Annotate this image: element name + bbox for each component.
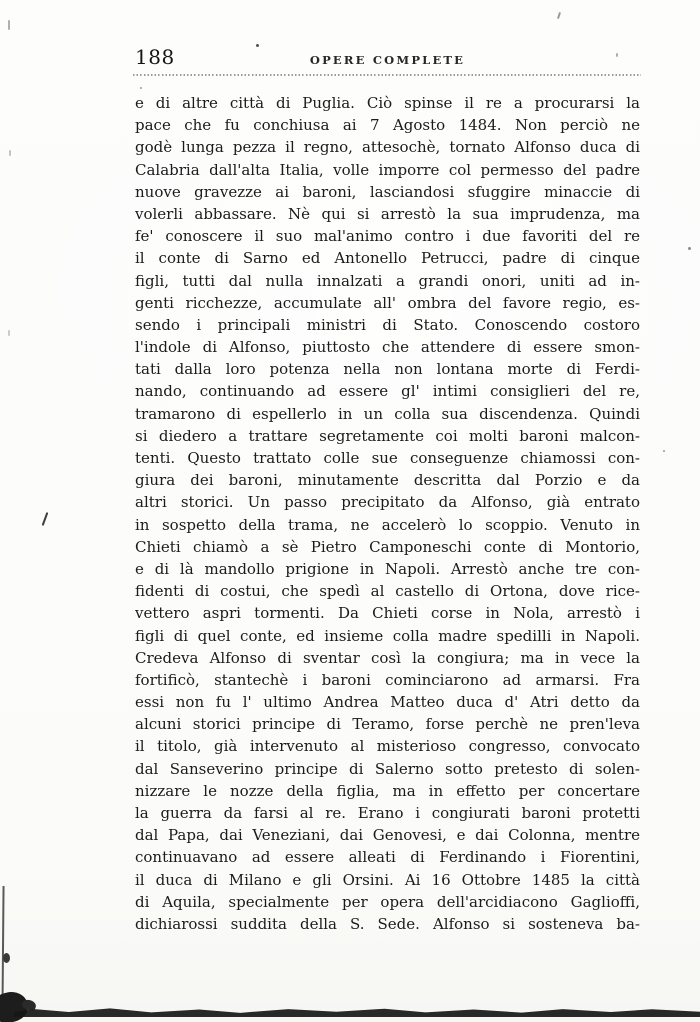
body-text-block [135,92,640,935]
text-line: e di là mandollo prigione in Napoli. Arrestò anche tre con- [135,559,640,578]
text-line: il titolo, già intervenuto al misterioso congresso, convocato [135,737,640,756]
text-line: alcuni storici principe di Teramo, forse perchè ne pren'leva [135,715,640,734]
text-line: vettero aspri tormenti. Da Chieti corse in Nola, arrestò i [135,604,640,623]
text-line: tenti. Questo trattato colle sue conseguenze chiamossi con- [135,449,640,467]
text-line: in sospetto della trama, ne accelerò lo scoppio. Venuto in [135,515,640,534]
text-line: di Aquila, specialmente per opera dell'arcidiacono Gaglioffi, [135,892,640,911]
text-line: tramarono di espellerlo in un colla sua discendenza. Quindi [135,404,640,423]
text-line: figli di quel conte, ed insieme colla madre spedilli in Napoli. [135,626,640,645]
scan-speck [9,150,11,156]
text-line: dichiarossi suddita della S. Sede. Alfonso si sosteneva ba- [135,914,640,933]
scan-margin-slash-artifact [42,512,49,526]
text-line: figli, tutti dal nulla innalzati a grandi onori, uniti ad in- [135,271,640,290]
text-line: tati dalla loro potenza nella non lontana morte di Ferdi- [135,360,640,379]
scan-speck [8,330,10,336]
text-line: Credeva Alfonso di sventar così la congiura; ma in vece la [135,648,640,667]
scan-speck [663,450,665,452]
text-line: fortificò, stantechè i baroni cominciarono ad armarsi. Fra [135,670,640,689]
header-divider [133,74,641,76]
scan-speck [616,53,618,57]
text-line: l'indole di Alfonso, piuttosto che attendere di essere smon- [135,338,640,357]
text-line: altri storici. Un passo precipitato da Alfonso, già entrato [135,493,640,512]
text-line: Chieti chiamò a sè Pietro Camponeschi conte di Montorio, [135,537,640,556]
text-line: giura dei baroni, minutamente descritta dal Porzio e da [135,471,640,490]
running-title: OPERE COMPLETE [309,53,466,67]
text-line: genti ricchezze, accumulate all' ombra del favore regio, es- [135,293,640,312]
scan-bottom-edge-artifact [14,1006,700,1017]
text-line: essi non fu l' ultimo Andrea Matteo duca d' Atri detto da [135,693,640,712]
scan-speck [140,87,142,89]
text-line: si diedero a trattare segretamente coi molti baroni malcon- [135,426,640,445]
text-line: dal Papa, dai Veneziani, dai Genovesi, e dai Colonna, mentre [135,826,640,845]
text-line: Calabria dall'alta Italia, volle imporre col permesso del padre [135,160,640,179]
text-line: nizzare le nozze della figlia, ma in effetto per concertare [135,781,640,800]
text-line: godè lunga pezza il regno, attesochè, tornato Alfonso duca di [135,138,640,157]
text-line: nando, continuando ad essere gl' intimi consiglieri del re, [135,382,640,401]
text-line: e di altre città di Puglia. Ciò spinse il re a procurarsi la [135,94,640,112]
scan-ink-dot-artifact [3,953,10,963]
text-line: continuavano ad essere alleati di Ferdinando i Fiorentini, [135,848,640,867]
text-line: sendo i principali ministri di Stato. Conoscendo costoro [135,315,640,334]
page-number: 188 [135,45,175,69]
text-line: fe' conoscere il suo mal'animo contro i due favoriti del re [135,227,640,246]
text-line: fidenti di costui, che spedì al castello di Ortona, dove rice- [135,582,640,601]
text-line: il conte di Sarno ed Antonello Petrucci, padre di cinque [135,249,640,268]
text-line: il duca di Milano e gli Orsini. Ai 16 Ottobre 1485 la città [135,870,640,889]
text-line: pace che fu conchiusa ai 7 Agosto 1484. Non perciò ne [135,116,640,135]
scan-speck [557,12,561,19]
scan-speck [688,247,691,250]
scan-speck [256,44,259,47]
text-line: dal Sanseverino principe di Salerno sotto pretesto di solen- [135,759,640,778]
text-line: volerli abbassare. Nè qui si arrestò la sua imprudenza, ma [135,204,640,223]
text-line: la guerra da farsi al re. Erano i congiurati baroni protetti [135,804,640,822]
text-line: nuove gravezze ai baroni, lasciandosi sfuggire minaccie di [135,182,640,201]
scan-speck [8,20,10,30]
